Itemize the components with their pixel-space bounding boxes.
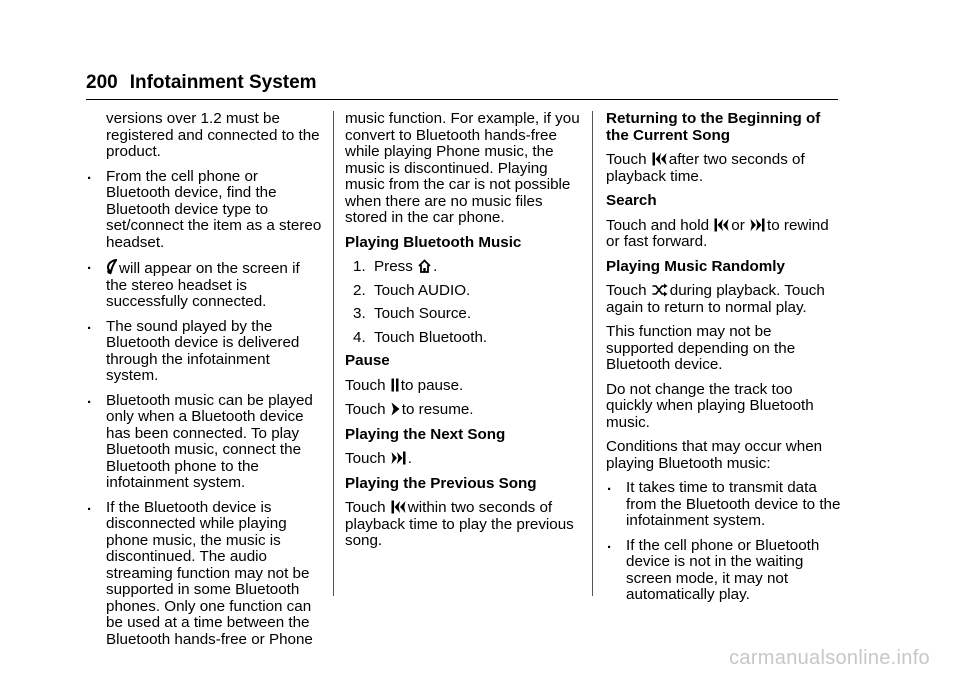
step-item [345,306,583,323]
section-heading: Search [606,192,657,209]
paragraph-text: within two seconds of playback time to play the previous song. [345,499,574,549]
header-rule [86,99,838,100]
page-header [86,72,317,94]
column-right [606,111,842,612]
watermark: carmanualsonline.info [729,647,930,669]
paragraph-text: . [407,450,412,467]
paragraph: This function may not be supported depending on the Bluetooth device. [606,323,796,373]
paragraph [345,451,583,468]
list-item: . If the cell phone or Bluetooth device is not in the waiting screen mode, it may not automatically play. [606,538,842,604]
paragraph [345,500,583,550]
pause-icon [391,378,399,392]
paragraph [606,283,842,316]
paragraph-text: or [731,216,745,234]
paragraph-text: Touch [606,151,647,168]
headset-icon [107,259,117,275]
previous-track-icon [714,218,729,232]
list-item: . Bluetooth music can be played only when a Bluetooth device has been connected. To play Bluetooth music, connect the Bluetooth phone to the infotainment system. [86,393,324,492]
home-icon [418,259,431,273]
column-middle [345,111,583,558]
paragraph [345,378,583,395]
list-item [86,259,324,311]
next-track-icon [750,218,765,232]
paragraph-text: to rewind or fast forward. [606,216,829,250]
list-item: . From the cell phone or Bluetooth device, find the Bluetooth device type to set/connect the item as a stereo headset. [86,169,324,252]
step-text: Press [374,258,413,275]
paragraph: Conditions that may occur when playing Bluetooth music: [606,438,823,472]
paragraph-text: during playback. Touch again to return to normal play. [606,282,825,316]
section-heading: Returning to the Beginning of the Current Song [606,110,821,144]
step-item [345,330,583,347]
paragraph-text: Touch [606,282,647,299]
step-text: . [433,258,438,275]
continued-text: versions over 1.2 must be registered and connected to the product. [106,110,320,160]
play-icon [391,402,400,416]
column-divider [592,111,593,596]
step-number: 1. [353,258,366,275]
step-item [345,283,583,300]
paragraph-text: after two seconds of playback time. [606,151,805,185]
section-heading: Pause [345,352,390,369]
section-heading: Playing the Next Song [345,425,506,443]
step-number: 2. [353,281,366,299]
step-number: 4. [353,328,366,346]
step-text: Touch Bluetooth. [374,328,488,346]
paragraph-text: Touch [345,376,386,394]
page-title: Infotainment System [129,72,317,93]
column-divider [333,111,334,596]
step-text: Touch Source. [374,305,472,322]
previous-track-icon [652,152,667,166]
paragraph: Do not change the track too quickly when playing Bluetooth music. [606,380,814,431]
list-item: . It takes time to transmit data from the Bluetooth device to the infotainment system. [606,480,842,530]
previous-track-icon [391,500,406,514]
section-heading: Playing Bluetooth Music [345,233,522,251]
paragraph-text: Touch [345,450,386,467]
paragraph-text: to pause. [400,376,464,394]
paragraph-text: to resume. [401,401,474,418]
paragraph [606,218,842,251]
list-item-text: will appear on the screen if the stereo headset is successfully connected. [106,260,300,310]
column-left [86,111,324,656]
next-track-icon [391,451,406,465]
section-heading: Playing the Previous Song [345,474,537,492]
section-heading: Playing Music Randomly [606,257,785,275]
step-text: Touch AUDIO. [374,281,471,299]
paragraph-text: Touch [345,499,386,516]
step-number: 3. [353,305,366,322]
paragraph [606,152,842,185]
list-item: . The sound played by the Bluetooth device is delivered through the infotainment system. [86,319,324,385]
page-number: 200 [86,72,118,93]
continued-text: music function. For example, if you convert to Bluetooth hands-free while playing Phone music, the music is discontinued. Playing music from the car is not possible when there are no music files stored in the car phone. [345,110,580,226]
step-item [345,259,583,276]
paragraph-text: Touch and hold [606,216,710,234]
list-item: . If the Bluetooth device is disconnected while playing phone music, the music is discontinued. The audio streaming function may not be supported in some Bluetooth phones. Only one function can be used at a time between the Bluetooth hands-free or Phone [86,500,324,649]
paragraph-text: Touch [345,401,386,418]
paragraph [345,402,583,419]
shuffle-icon [652,283,668,297]
